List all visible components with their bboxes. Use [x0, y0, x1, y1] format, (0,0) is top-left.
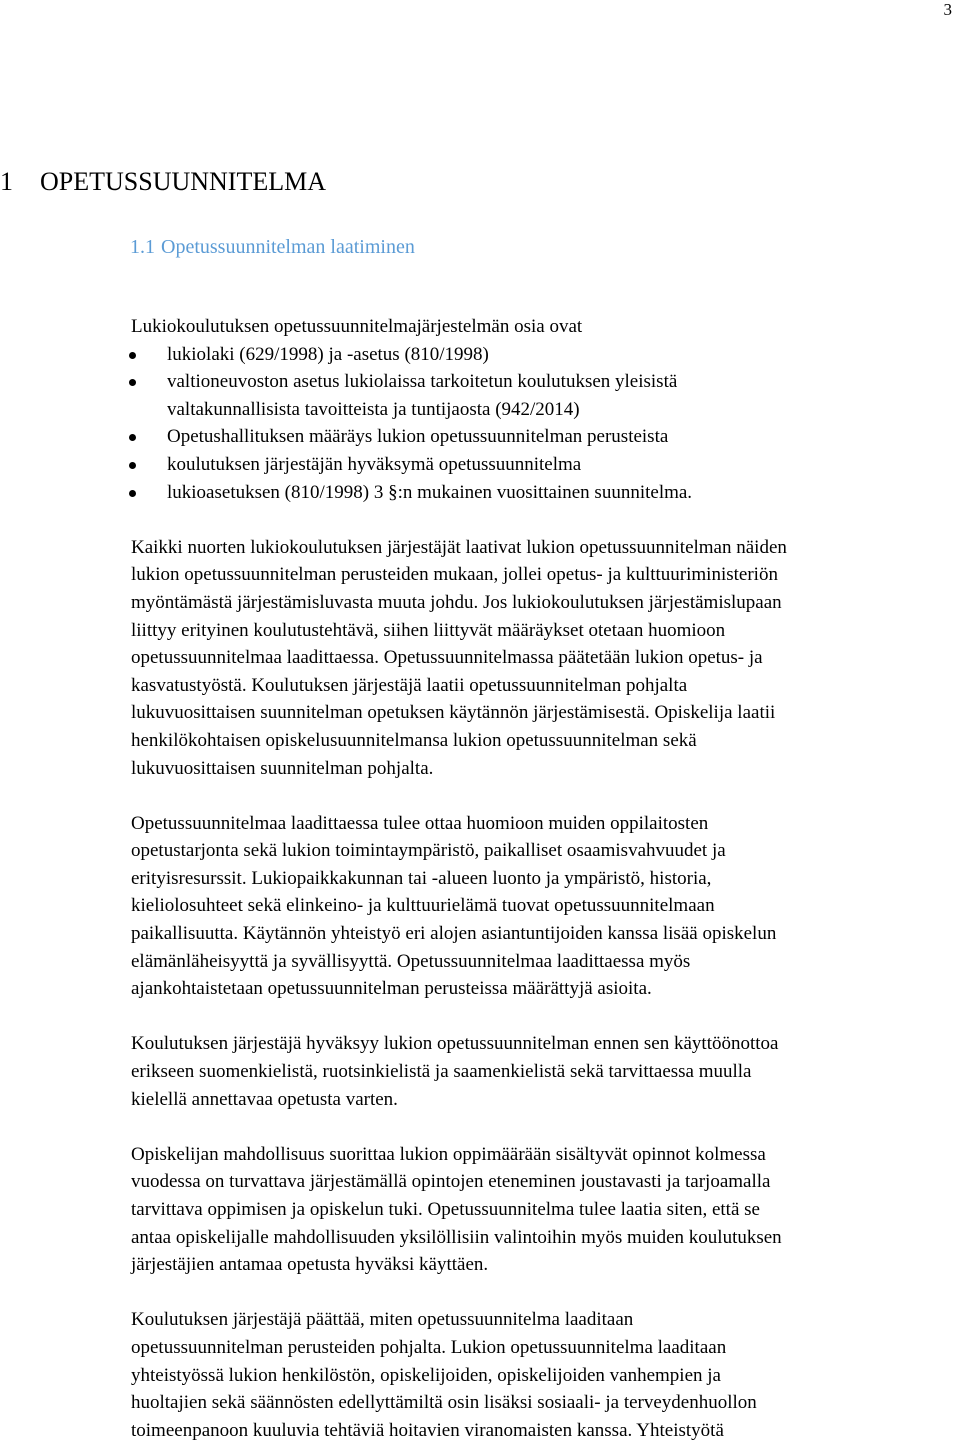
list-item — [129, 451, 953, 479]
list-item-text: lukiolaki (629/1998) ja -asetus (810/1998) — [167, 343, 489, 365]
list-item-text: lukioasetuksen (810/1998) 3 §:n mukainen vuosittainen suunnitelma. — [167, 481, 693, 503]
chapter-heading — [0, 165, 326, 199]
list-item — [129, 423, 953, 451]
bullet-icon — [129, 352, 136, 359]
list-item — [129, 479, 953, 507]
section-heading — [130, 233, 415, 261]
document-body — [131, 313, 955, 1444]
body-paragraph: Opetussuunnitelmaa laadittaessa tulee ottaa huomioon muiden oppilaitosten opetustarjonta sekä lukion toimintaympäristö, paikalliset osaamisvahvuudet ja erityisresurssit. Lukiopaikkakunnan tai -alueen luonto ja ympäristö, historia, kieliolosuhteet sekä elinkeino- ja kulttuurielämä tuovat opetussuunnitelmaan paikallisuutta. Käytännön yhteistyö eri alojen asiantuntijoiden kanssa lisää opiskelun elämänläheisyyttä ja syvällisyyttä. Opetussuunnitelmaa laadittaessa myös ajankohtaistetaan opetussuunnitelman perusteissa määrättyjä asioita. — [131, 812, 777, 1000]
body-paragraph: Koulutuksen järjestäjä päättää, miten opetussuunnitelma laaditaan opetussuunnitelman perusteiden pohjalta. Lukion opetussuunnitelma laaditaan yhteistyössä lukion henkilöstön, opiskelijoiden, opiskelijoiden vanhempien ja huoltajien sekä säännösten edellyttämiltä osin lisäksi sosiaali- ja terveydenhuollon toimeenpanoon kuuluvia tehtäviä hoitavien viranomaisten kanssa. Yhteistyötä — [131, 1309, 757, 1441]
body-paragraph: Koulutuksen järjestäjä hyväksyy lukion opetussuunnitelman ennen sen käyttöönottoa erikseen suomenkielistä, ruotsinkielistä ja saamenkielistä sekä tarvittaessa muulla kielellä annettavaa opetusta varten. — [131, 1033, 779, 1110]
list-item — [129, 341, 953, 369]
section-title: Opetussuunnitelman laatiminen — [161, 236, 415, 258]
bullet-icon — [129, 434, 136, 441]
bullet-icon — [129, 462, 136, 469]
list-item — [129, 368, 953, 423]
chapter-number: 1 — [0, 167, 13, 196]
body-paragraph: Kaikki nuorten lukiokoulutuksen järjestäjät laativat lukion opetussuunnitelman näiden lukion opetussuunnitelman perusteiden mukaan, jollei opetus- ja kulttuuriministeriön myöntämästä järjestämisluvasta muuta johdu. Jos lukiokoulutuksen järjestämislupaan liittyy erityinen koulutustehtävä, siihen liittyvät määräykset otetaan huomioon opetussuunnitelmaa laadittaessa. Opetussuunnitelmassa päätetään lukion opetus- ja kasvatustyöstä. Koulutuksen järjestäjä laatii opetussuunnitelman pohjalta lukuvuosittaisen suunnitelman opetuksen käytännön järjestämisestä. Opiskelija laatii henkilökohtaisen opiskelusuunnitelmansa lukion opetussuunnitelman sekä lukuvuosittaisen suunnitelman pohjalta. — [131, 536, 787, 779]
intro-paragraph: Lukiokoulutuksen opetussuunnitelmajärjestelmän osia ovat — [131, 316, 583, 337]
bullet-icon — [129, 490, 136, 497]
section-number: 1.1 — [130, 236, 155, 258]
chapter-title: OPETUSSUUNNITELMA — [40, 167, 326, 196]
list-item-text: koulutuksen järjestäjän hyväksymä opetussuunnitelma — [167, 453, 582, 475]
list-item-text: valtioneuvoston asetus lukiolaissa tarkoitetun koulutuksen yleisistä valtakunnallisista tavoitteista ja tuntijaosta (942/2014) — [167, 371, 678, 420]
page-number: 3 — [943, 0, 952, 19]
bullet-list — [129, 341, 953, 507]
body-paragraph: Opiskelijan mahdollisuus suorittaa lukion oppimäärään sisältyvät opinnot kolmessa vuodessa on turvattava järjestämällä opintojen eteneminen joustavasti ja tarjoamalla tarvittava oppimisen ja opiskelun tuki. Opetussuunnitelma tulee laatia siten, että se antaa opiskelijalle mahdollisuuden yksilöllisiin valintoihin myös muiden koulutuksen järjestäjien antamaa opetusta hyväksi käyttäen. — [131, 1143, 782, 1276]
bullet-icon — [129, 379, 136, 386]
list-item-text: Opetushallituksen määräys lukion opetussuunnitelman perusteista — [167, 426, 669, 448]
